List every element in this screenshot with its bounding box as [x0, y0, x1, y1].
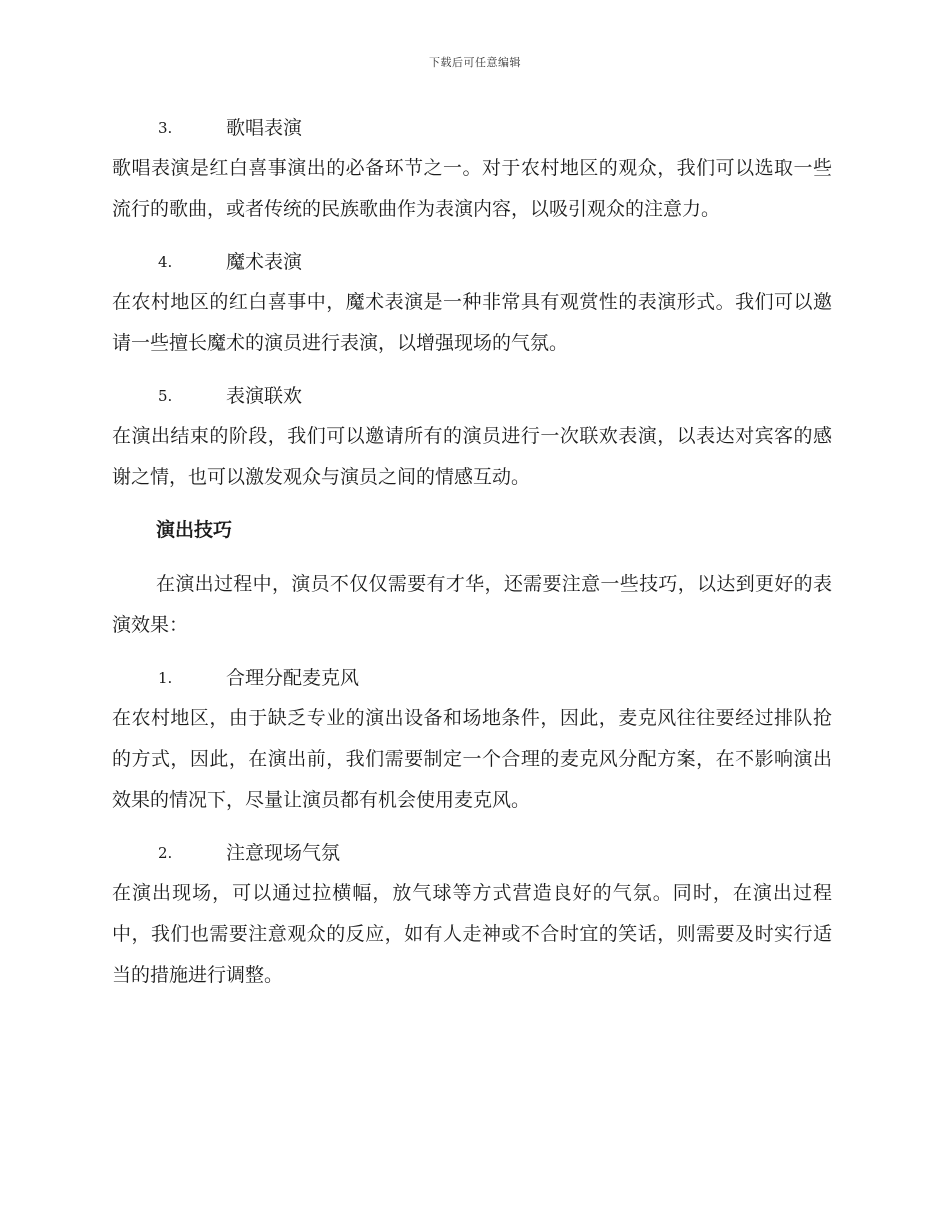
- paragraph: 在演出现场，可以通过拉横幅，放气球等方式营造良好的气氛。同时，在演出过程中，我们也需要注意观众的反应，如有人走神或不合时宜的笑话，则需要及时实行适当的措施进行调整。: [112, 882, 832, 986]
- list-item-heading: [112, 658, 832, 698]
- list-item-heading: [112, 833, 832, 873]
- list-item-number: 5.: [158, 387, 173, 405]
- list-item-heading: [112, 108, 832, 148]
- list-item-title: 歌唱表演: [226, 117, 303, 139]
- list-item-heading: [112, 242, 832, 282]
- section-intro: 在演出过程中，演员不仅仅需要有才华，还需要注意一些技巧，以达到更好的表演效果：: [112, 573, 832, 636]
- list-item-title: 注意现场气氛: [226, 842, 341, 864]
- section-title: 演出技巧: [156, 519, 233, 541]
- paragraph: 在农村地区，由于缺乏专业的演出设备和场地条件，因此，麦克风往往要经过排队抢的方式，因此，在演出前，我们需要制定一个合理的麦克风分配方案，在不影响演出效果的情况下，尽量让演员都有机会使用麦克风。: [112, 707, 832, 811]
- paragraph: 歌唱表演是红白喜事演出的必备环节之一。对于农村地区的观众，我们可以选取一些流行的歌曲，或者传统的民族歌曲作为表演内容，以吸引观众的注意力。: [112, 157, 832, 220]
- list-item-number: 1.: [158, 669, 173, 687]
- paragraph: 在农村地区的红白喜事中，魔术表演是一种非常具有观赏性的表演形式。我们可以邀请一些擅长魔术的演员进行表演，以增强现场的气氛。: [112, 291, 832, 354]
- list-item-number: 3.: [158, 119, 173, 137]
- paragraph: 在演出结束的阶段，我们可以邀请所有的演员进行一次联欢表演，以表达对宾客的感谢之情，也可以激发观众与演员之间的情感互动。: [112, 425, 832, 488]
- list-item-title: 魔术表演: [226, 251, 303, 273]
- list-item-number: 4.: [158, 253, 173, 271]
- list-item-title: 合理分配麦克风: [226, 667, 360, 689]
- list-item-number: 2.: [158, 844, 173, 862]
- list-item-heading: [112, 376, 832, 416]
- document-body: [112, 108, 832, 1008]
- list-item-title: 表演联欢: [226, 385, 303, 407]
- page-header: 下载后可任意编辑: [429, 56, 521, 69]
